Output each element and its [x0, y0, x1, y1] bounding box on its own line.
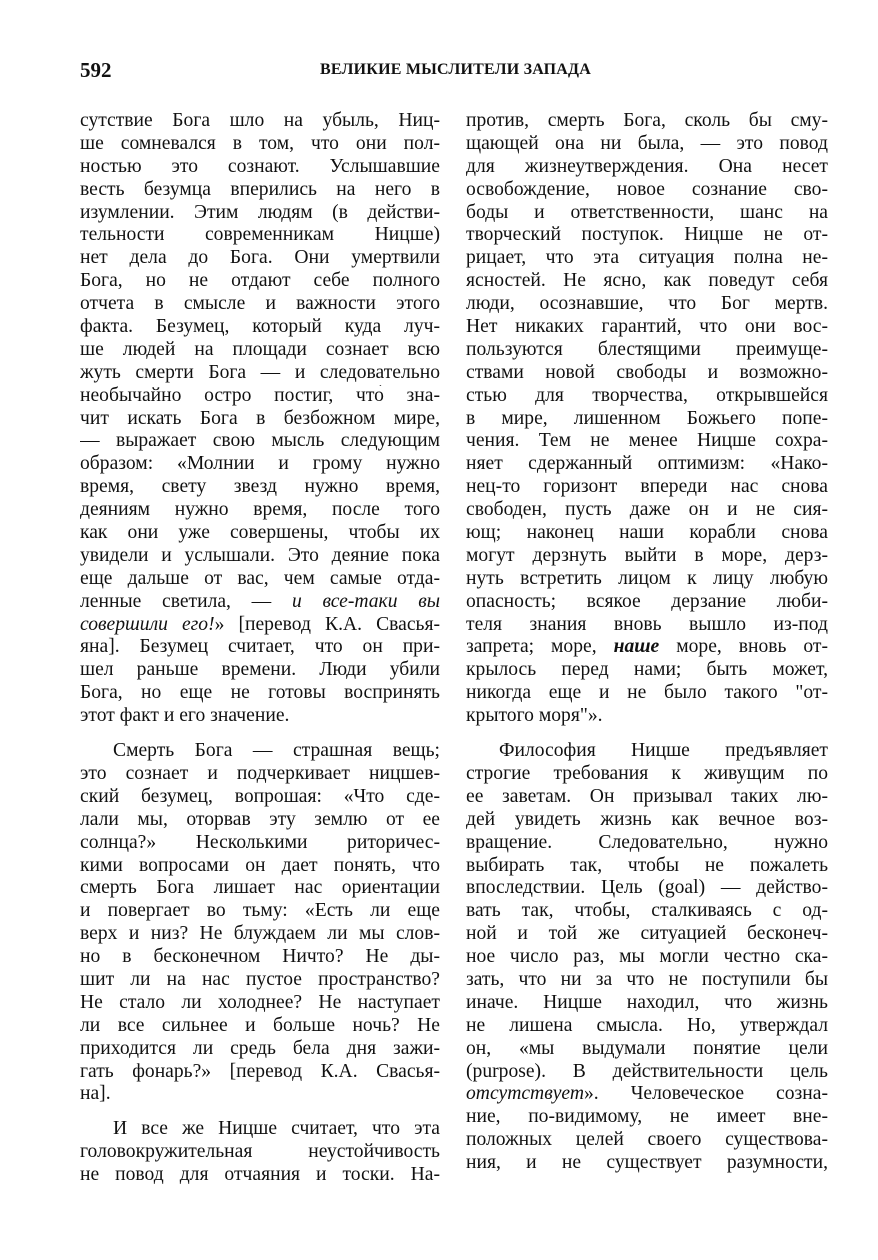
text-segment: запрета; море, [466, 636, 614, 658]
text-line: как они уже совершены, чтобы их [80, 522, 440, 544]
text-line: весть безумца вперились на него в [80, 178, 440, 200]
text-line: против, смерть Бога, сколь бы сму- [466, 110, 828, 131]
text-line: щающей она ни была, — это повод [466, 132, 828, 154]
text-line: — выражает свою мысль следующим [80, 430, 440, 452]
text-line: солнца?» Несколькими риторичес- [80, 831, 440, 853]
text-line: няет сдержанный оптимизм: «Нако- [466, 453, 828, 475]
text-line: пользуются блестящими преимуще- [466, 338, 828, 360]
text-line [80, 591, 440, 614]
text-line: рицает, что эта ситуация полна не- [466, 247, 828, 269]
text-line: никогда еще и не было такого "от- [466, 682, 828, 704]
text-line: могут дерзнуть выйти в море, дерз- [466, 544, 828, 566]
text-line: нуть встретить лицом к лицу любую [466, 567, 828, 589]
text-line: образом: «Молнии и грому нужно [80, 453, 440, 475]
text-line: не лишена смысла. Но, утверждал [466, 1014, 828, 1036]
text-line: на]. [80, 1083, 111, 1105]
text-line: шел раньше времени. Люди убили [80, 659, 440, 681]
text-line: верх и низ? Не блуждаем ли мы слов- [80, 923, 440, 945]
emphasized-text: наше [613, 636, 660, 658]
text-line: ли все сильнее и больше ночь? Не [80, 1014, 440, 1036]
text-segment: » [перевод К.А. Свасья- [214, 613, 440, 635]
text-segment: ленные светила, — [80, 590, 292, 612]
text-line: положных целей своего существова- [466, 1129, 828, 1151]
text-line: приходится ли средь бела дня зажи- [80, 1037, 440, 1059]
text-line: боды и ответственности, шанс на [466, 201, 828, 223]
left-text-column [80, 110, 440, 1187]
text-line: Не стало ли холоднее? Не наступает [80, 991, 440, 1013]
text-line: ния, и не существует разумности, [466, 1152, 828, 1174]
text-line: головокружительная неустойчивость [80, 1141, 440, 1163]
text-line [466, 636, 828, 659]
text-line: не повод для отчаяния и тоски. На- [80, 1164, 440, 1186]
page-header [80, 58, 822, 88]
text-line: ностью это сознают. Услышавшие [80, 155, 440, 177]
text-line: смерть Бога лишает нас ориентации [80, 877, 440, 899]
text-line: в мире, лишенном Божьего попе- [466, 407, 828, 429]
text-line: чит искать Бога в безбожном мире, [80, 407, 440, 429]
text-line: время, свету звезд нужно время, [80, 476, 440, 498]
text-line: вращение. Следовательно, нужно [466, 831, 828, 853]
text-line: но в бесконечном Ничто? Не ды- [80, 946, 440, 968]
text-line: свободен, пусть даже он и не сия- [466, 499, 828, 521]
text-line: Бога, но еще не готовы воспринять [80, 682, 440, 704]
text-line: И все же Ницше считает, что эта [113, 1118, 440, 1140]
text-line: ше людей на площади сознает всю [80, 338, 440, 360]
running-title: ВЕЛИКИЕ МЫСЛИТЕЛИ ЗАПАДА [320, 61, 592, 78]
text-line: ский безумец, вопрошая: «Что сде- [80, 785, 440, 807]
text-line: ной и той же ситуацией бесконеч- [466, 923, 828, 945]
text-line: нет дела до Бога. Они умертвили [80, 247, 440, 269]
text-line: выбирать так, чтобы не пожалеть [466, 854, 828, 876]
text-line: ствами новой свободы и возможно- [466, 361, 828, 383]
page-number: 592 [80, 58, 112, 82]
text-line: впоследствии. Цель (goal) — действо- [466, 877, 828, 899]
text-line: для жизнеутверждения. Она несет [466, 155, 828, 177]
text-line: сутствие Бога шло на убыль, Ниц- [80, 110, 440, 131]
text-line [466, 1083, 828, 1106]
text-line: Философия Ницше предъявляет [499, 740, 828, 762]
text-line: необычайно остро постиг, что́ зна- [80, 384, 440, 406]
paragraph-gap [466, 728, 828, 740]
text-line: ясностей. Не ясно, как поведут себя [466, 270, 828, 292]
text-line: еще дальше от вас, чем самые отда- [80, 567, 440, 589]
text-segment: ». Человеческое созна- [584, 1083, 828, 1105]
text-line: дей увидеть жизнь как вечное воз- [466, 808, 828, 830]
text-line: гать фонарь?» [перевод К.А. Свасья- [80, 1060, 440, 1082]
text-line: чения. Тем не менее Ницше сохра- [466, 430, 828, 452]
text-line: ющ; наконец наши корабли снова [466, 522, 828, 544]
emphasized-text: отсутствует [466, 1083, 584, 1105]
text-line: вать так, чтобы, сталкиваясь с од- [466, 900, 828, 922]
text-line: опасность; всякое дерзание люби- [466, 590, 828, 612]
text-line: строгие требования к живущим по [466, 762, 828, 784]
text-line: иначе. Ницше находил, что жизнь [466, 991, 828, 1013]
text-line: крылось перед нами; быть может, [466, 659, 828, 681]
emphasized-text: и все-таки вы [291, 590, 440, 612]
text-line: яна]. Безумец считает, что он при- [80, 636, 440, 658]
text-line: ние, по-видимому, не имеет вне- [466, 1106, 828, 1128]
text-line: нец-то горизонт впереди нас снова [466, 476, 828, 498]
right-text-column [466, 110, 828, 1175]
text-line: стью для творчества, открывшейся [466, 384, 828, 406]
text-line: ше сомневался в том, что они пол- [80, 132, 440, 154]
text-line: лали мы, оторвав эту землю от ее [80, 808, 440, 830]
text-line: жуть смерти Бога — и следовательно [80, 361, 440, 383]
text-line: изумлении. Этим людям (в действи- [80, 201, 440, 223]
text-line: это сознает и подчеркивает ницшев- [80, 762, 440, 784]
text-line: этот факт и его значение. [80, 705, 290, 727]
text-line: факта. Безумец, который куда луч- [80, 316, 440, 338]
text-line: теля знания вновь вышло из-под [466, 613, 828, 635]
text-line: ное число раз, мы могли честно ска- [466, 946, 828, 968]
text-segment: море, вновь от- [659, 636, 828, 658]
text-line: крытого моря"». [466, 705, 603, 727]
text-line: Смерть Бога — страшная вещь; [113, 740, 440, 762]
text-line: зать, что ни за что не поступили бы [466, 968, 828, 990]
text-line: освобождение, новое сознание сво- [466, 178, 828, 200]
text-line: Нет никаких гарантий, что они вос- [466, 316, 828, 338]
text-line: люди, осознавшие, что Бог мертв. [466, 293, 828, 315]
text-line: кими вопросами он дает понять, что [80, 854, 440, 876]
text-line: (purpose). В действительности цель [466, 1060, 828, 1082]
text-line: творческий поступок. Ницше не от- [466, 224, 828, 246]
text-line: и повергает во тьму: «Есть ли еще [80, 900, 440, 922]
paragraph-gap [80, 728, 440, 740]
text-line: отчета в смысле и важности этого [80, 293, 440, 315]
text-line: деяниям нужно время, после того [80, 499, 440, 521]
paragraph-gap [80, 1106, 440, 1118]
text-line: тельности современникам Ницше) [80, 224, 440, 246]
text-line: ее заветам. Он призывал таких лю- [466, 785, 828, 807]
text-line: Бога, но не отдают себе полного [80, 270, 440, 292]
text-line [80, 614, 440, 637]
text-line: шит ли на нас пустое пространство? [80, 968, 440, 990]
text-line: увидели и услышали. Это деяние пока [80, 544, 440, 566]
text-line: он, «мы выдумали понятие цели [466, 1037, 828, 1059]
emphasized-text: совершили его! [80, 613, 215, 635]
